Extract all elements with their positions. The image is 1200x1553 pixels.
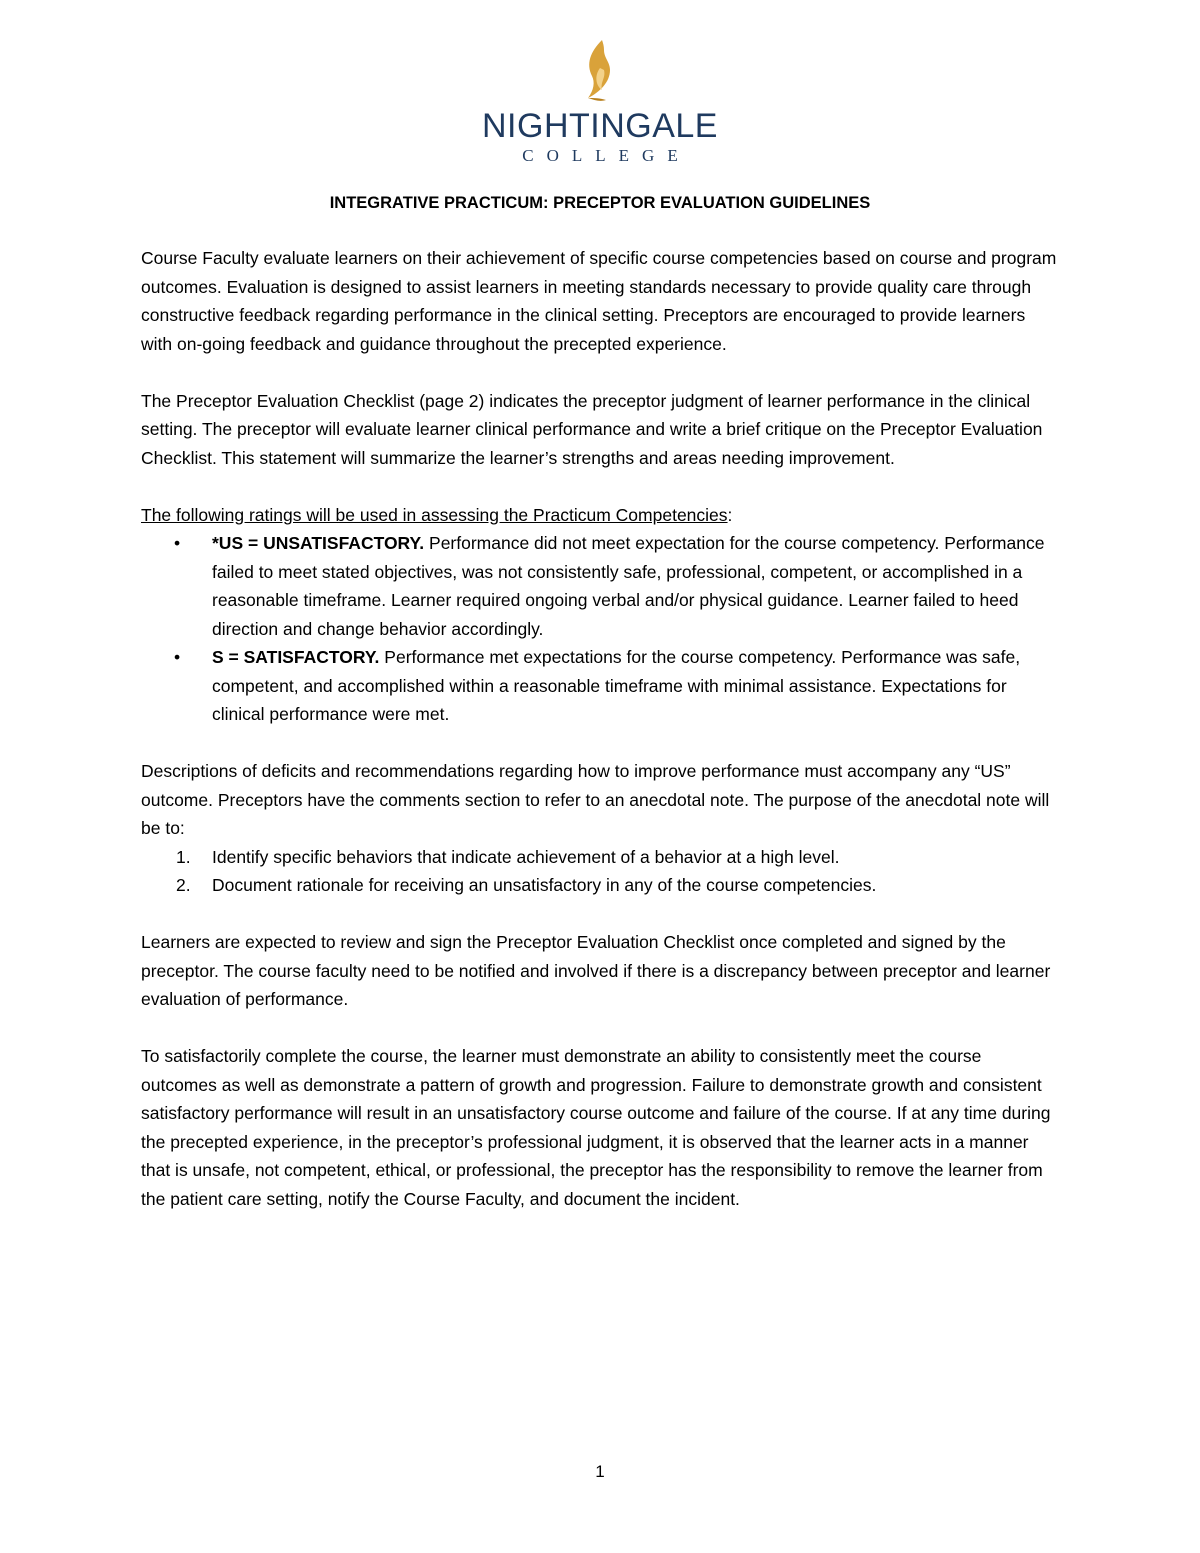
college-logo bbox=[0, 38, 1200, 166]
ratings-list bbox=[141, 529, 1061, 729]
list-item bbox=[141, 643, 1061, 729]
list-number: 2. bbox=[176, 875, 191, 895]
rating-label: S = SATISFACTORY. bbox=[212, 647, 380, 667]
rating-description: Performance met expectations for the course competency. Performance was safe, competent, and accomplished within a reasonable timeframe with minimal assistance. Expectations for clinical performance were met. bbox=[212, 647, 1021, 724]
intro-paragraph: Course Faculty evaluate learners on their achievement of specific course competencies based on course and program outcomes. Evaluation is designed to assist learners in meeting standards necessary to provide quality care through constructive feedback regarding performance in the clinical setting. Preceptors are encouraged to provide learners with on-going feedback and guidance throughout the precepted experience. bbox=[141, 248, 1057, 354]
list-number: 1. bbox=[176, 846, 191, 867]
document-body bbox=[141, 244, 1061, 1242]
list-item-text: Identify specific behaviors that indicate achievement of a behavior at a high level. bbox=[212, 846, 840, 867]
page-number: 1 bbox=[595, 1462, 605, 1481]
list-item bbox=[141, 871, 1061, 900]
bullet-icon: • bbox=[174, 533, 181, 553]
rating-label: *US = UNSATISFACTORY. bbox=[212, 533, 425, 553]
review-paragraph: Learners are expected to review and sign the Preceptor Evaluation Checklist once completed and signed by the preceptor. The course faculty need to be notified and involved if there is a discrepancy between preceptor and learner evaluation of performance. bbox=[141, 932, 1051, 1009]
list-item bbox=[141, 843, 1061, 872]
ratings-heading-text: The following ratings will be used in assessing the Practicum Competencies bbox=[141, 504, 728, 525]
list-item bbox=[141, 529, 1061, 643]
purposes-list bbox=[141, 843, 1061, 900]
checklist-paragraph: The Preceptor Evaluation Checklist (page 2) indicates the preceptor judgment of learner performance in the clinical setting. The preceptor will evaluate learner clinical performance and write a brief critique on the Preceptor Evaluation Checklist. This statement will summarize the learner’s strengths and areas needing improvement. bbox=[141, 390, 1043, 468]
bullet-icon: • bbox=[174, 647, 181, 667]
logo-name: NIGHTINGALE bbox=[482, 107, 718, 145]
rating-description: Performance did not meet expectation for the course competency. Performance failed to meet stated objectives, was not consistently safe, professional, competent, or accomplished in a reasonable timeframe. Learner required ongoing verbal and/or physical guidance. Learner failed to heed direction and change behavior accordingly. bbox=[212, 533, 1045, 639]
ratings-heading-colon: : bbox=[727, 504, 733, 525]
logo-subtitle: COLLEGE bbox=[522, 146, 691, 165]
completion-paragraph: To satisfactorily complete the course, the learner must demonstrate an ability to consistently meet the course outcomes as well as demonstrate a pattern of growth and progression. Failure to demonstrate growth and consistent satisfactory performance will result in an unsatisfactory course outcome and failure of the course. If at any time during the precepted experience, in the preceptor’s professional judgment, it is observed that the learner acts in a manner that is unsafe, not competent, ethical, or professional, the preceptor has the responsibility to remove the learner from the patient care setting, notify the Course Faculty, and document the incident. bbox=[141, 1046, 1051, 1209]
ratings-heading bbox=[141, 501, 1061, 530]
flame-icon bbox=[580, 38, 620, 104]
page-title: INTEGRATIVE PRACTICUM: PRECEPTOR EVALUATION GUIDELINES bbox=[329, 194, 871, 212]
deficits-paragraph: Descriptions of deficits and recommendations regarding how to improve performance must accompany any “US” outcome. Preceptors have the comments section to refer to an anecdotal note. The purpose of the anecdotal note will be to: bbox=[141, 761, 1050, 838]
list-item-text: Document rationale for receiving an unsatisfactory in any of the course competencies. bbox=[212, 875, 877, 895]
